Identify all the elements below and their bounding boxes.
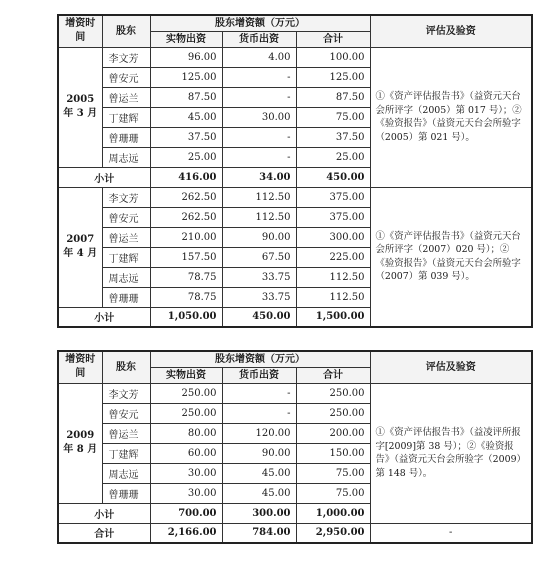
header-period: 增资时间 xyxy=(58,351,102,383)
header-in-kind: 实物出资 xyxy=(150,367,222,383)
total-value: 150.00 xyxy=(296,443,370,463)
total-value: 112.50 xyxy=(296,267,370,287)
shareholder-name: 周志远 xyxy=(102,463,150,483)
subtotal-total: 450.00 xyxy=(296,167,370,187)
shareholder-name: 丁建辉 xyxy=(102,443,150,463)
period-cell: 2005 年 3 月 xyxy=(58,47,102,167)
total-value: 100.00 xyxy=(296,47,370,67)
in-kind-value: 30.00 xyxy=(150,463,222,483)
in-kind-value: 37.50 xyxy=(150,127,222,147)
cash-value: - xyxy=(222,87,296,107)
in-kind-value: 250.00 xyxy=(150,383,222,403)
total-value: 87.50 xyxy=(296,87,370,107)
period-cell: 2009 年 8 月 xyxy=(58,383,102,503)
header-verification: 评估及验资 xyxy=(370,351,532,383)
header-shareholder: 股东 xyxy=(102,15,150,47)
cash-value: - xyxy=(222,127,296,147)
header-total: 合计 xyxy=(296,367,370,383)
shareholder-name: 曾珊珊 xyxy=(102,287,150,307)
shareholder-name: 曾安元 xyxy=(102,403,150,423)
in-kind-value: 262.50 xyxy=(150,207,222,227)
shareholder-name: 曾运兰 xyxy=(102,227,150,247)
cash-value: 45.00 xyxy=(222,463,296,483)
in-kind-value: 80.00 xyxy=(150,423,222,443)
subtotal-cash: 34.00 xyxy=(222,167,296,187)
total-value: 75.00 xyxy=(296,463,370,483)
total-value: 25.00 xyxy=(296,147,370,167)
shareholder-name: 曾运兰 xyxy=(102,87,150,107)
total-value: 75.00 xyxy=(296,107,370,127)
in-kind-value: 30.00 xyxy=(150,483,222,503)
verification-note: ①《资产评估报告书》（益资元天台会所评字（2007）020 号）；②《验资报告》（益资元天台会所验字（2007）第 039 号）。 xyxy=(370,187,532,327)
subtotal-in-kind: 416.00 xyxy=(150,167,222,187)
subtotal-total: 1,500.00 xyxy=(296,307,370,327)
subtotal-label: 小计 xyxy=(58,167,150,187)
grand-total-label: 合计 xyxy=(58,523,150,543)
cash-value: 112.50 xyxy=(222,187,296,207)
grand-total-total: 2,950.00 xyxy=(296,523,370,543)
shareholder-name: 李文芳 xyxy=(102,187,150,207)
capital-increase-table-2 xyxy=(57,350,533,544)
shareholder-name: 丁建辉 xyxy=(102,247,150,267)
subtotal-label: 小计 xyxy=(58,503,150,523)
in-kind-value: 45.00 xyxy=(150,107,222,127)
table-row xyxy=(58,187,532,207)
header-cash: 货币出资 xyxy=(222,367,296,383)
in-kind-value: 87.50 xyxy=(150,87,222,107)
subtotal-label: 小计 xyxy=(58,307,150,327)
cash-value: - xyxy=(222,383,296,403)
header-cash: 货币出资 xyxy=(222,31,296,47)
subtotal-cash: 300.00 xyxy=(222,503,296,523)
subtotal-in-kind: 1,050.00 xyxy=(150,307,222,327)
total-value: 112.50 xyxy=(296,287,370,307)
grand-total-note: - xyxy=(370,523,532,543)
shareholder-name: 丁建辉 xyxy=(102,107,150,127)
shareholder-name: 周志远 xyxy=(102,147,150,167)
shareholder-name: 李文芳 xyxy=(102,383,150,403)
cash-value: 30.00 xyxy=(222,107,296,127)
verification-note: ①《资产评估报告书》（益凌评所报字[2009]第 38 号）；②《验资报告》（益资元天台会所验字（2009）第 148 号）。 xyxy=(370,383,532,523)
in-kind-value: 78.75 xyxy=(150,267,222,287)
period-cell: 2007 年 4 月 xyxy=(58,187,102,307)
subtotal-total: 1,000.00 xyxy=(296,503,370,523)
shareholder-name: 曾珊珊 xyxy=(102,483,150,503)
cash-value: 45.00 xyxy=(222,483,296,503)
shareholder-name: 曾安元 xyxy=(102,207,150,227)
total-value: 37.50 xyxy=(296,127,370,147)
table-row xyxy=(58,47,532,67)
total-value: 300.00 xyxy=(296,227,370,247)
subtotal-cash: 450.00 xyxy=(222,307,296,327)
total-value: 375.00 xyxy=(296,207,370,227)
in-kind-value: 210.00 xyxy=(150,227,222,247)
header-total: 合计 xyxy=(296,31,370,47)
header-amount-group: 股东增资额（万元） xyxy=(150,15,370,31)
cash-value: - xyxy=(222,147,296,167)
in-kind-value: 96.00 xyxy=(150,47,222,67)
total-value: 375.00 xyxy=(296,187,370,207)
header-verification: 评估及验资 xyxy=(370,15,532,47)
header-in-kind: 实物出资 xyxy=(150,31,222,47)
shareholder-name: 周志远 xyxy=(102,267,150,287)
grand-total-row xyxy=(58,523,532,543)
in-kind-value: 60.00 xyxy=(150,443,222,463)
grand-total-cash: 784.00 xyxy=(222,523,296,543)
cash-value: 4.00 xyxy=(222,47,296,67)
cash-value: 112.50 xyxy=(222,207,296,227)
verification-note: ①《资产评估报告书》（益资元天台会所评字（2005）第 017 号）；②《验资报告》（益资元天台会所验字（2005）第 021 号）。 xyxy=(370,47,532,187)
header-shareholder: 股东 xyxy=(102,351,150,383)
cash-value: 90.00 xyxy=(222,443,296,463)
grand-total-in-kind: 2,166.00 xyxy=(150,523,222,543)
total-value: 125.00 xyxy=(296,67,370,87)
cash-value: 33.75 xyxy=(222,287,296,307)
in-kind-value: 157.50 xyxy=(150,247,222,267)
total-value: 75.00 xyxy=(296,483,370,503)
cash-value: 67.50 xyxy=(222,247,296,267)
shareholder-name: 曾运兰 xyxy=(102,423,150,443)
in-kind-value: 78.75 xyxy=(150,287,222,307)
table-row xyxy=(58,383,532,403)
capital-increase-table-1 xyxy=(57,14,533,328)
total-value: 250.00 xyxy=(296,403,370,423)
in-kind-value: 25.00 xyxy=(150,147,222,167)
cash-value: - xyxy=(222,67,296,87)
shareholder-name: 李文芳 xyxy=(102,47,150,67)
shareholder-name: 曾安元 xyxy=(102,67,150,87)
in-kind-value: 262.50 xyxy=(150,187,222,207)
header-amount-group: 股东增资额（万元） xyxy=(150,351,370,367)
in-kind-value: 250.00 xyxy=(150,403,222,423)
cash-value: 120.00 xyxy=(222,423,296,443)
cash-value: - xyxy=(222,403,296,423)
total-value: 250.00 xyxy=(296,383,370,403)
cash-value: 33.75 xyxy=(222,267,296,287)
header-period: 增资时间 xyxy=(58,15,102,47)
in-kind-value: 125.00 xyxy=(150,67,222,87)
cash-value: 90.00 xyxy=(222,227,296,247)
total-value: 200.00 xyxy=(296,423,370,443)
shareholder-name: 曾珊珊 xyxy=(102,127,150,147)
subtotal-in-kind: 700.00 xyxy=(150,503,222,523)
total-value: 225.00 xyxy=(296,247,370,267)
